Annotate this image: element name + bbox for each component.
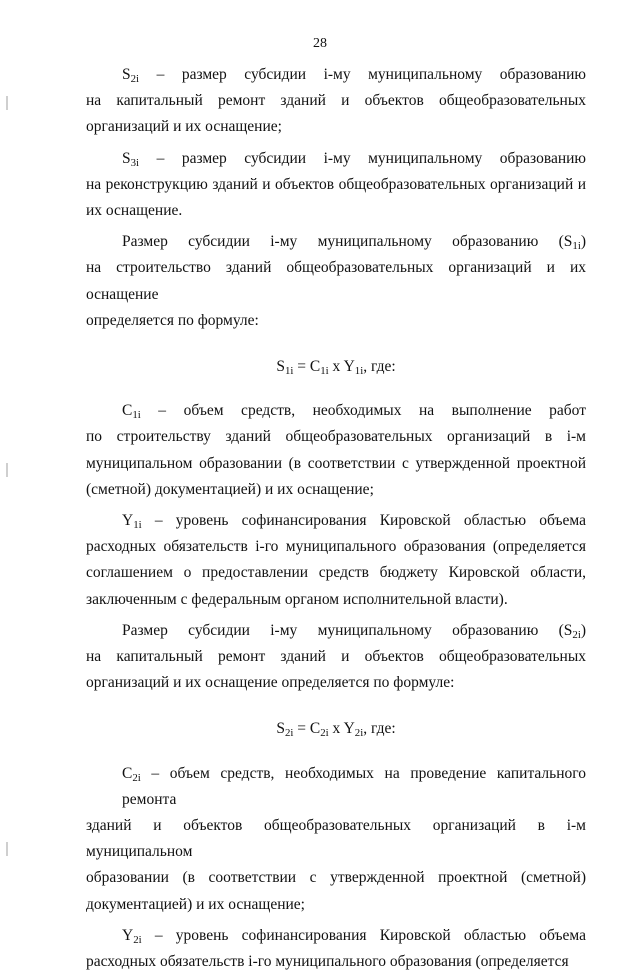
text-run: на капитальный ремонт зданий и объектов общеобразовательных	[86, 92, 586, 110]
text-run: документацией) и их оснащение;	[86, 895, 305, 913]
text-run: S	[276, 720, 285, 738]
text-run: на строительство зданий общеобразовательных организаций и их оснащение	[86, 259, 586, 303]
text-run: – объем средств, необходимых на выполнение работ	[140, 402, 586, 420]
text-line	[86, 62, 586, 88]
text-line	[86, 534, 586, 560]
paragraph	[86, 146, 586, 225]
text-line	[86, 255, 586, 307]
text-run: (сметной) документацией) и их оснащение;	[86, 480, 374, 498]
text-run: – объем средств, необходимых на проведение капитального ремонта	[122, 764, 586, 808]
text-run: – размер субсидии i-му муниципальному образованию	[139, 149, 586, 167]
margin-mark	[6, 96, 8, 110]
text-line	[86, 398, 586, 424]
text-run: Размер субсидии i-му муниципальному образованию (S	[122, 621, 573, 639]
subscript-index: 1i	[320, 365, 329, 378]
text-run: муниципальном образовании (в соответствии с утвержденной проектной	[86, 454, 586, 472]
text-run: по строительству зданий общеобразовательных организаций в i-м	[86, 428, 586, 446]
page-number: 28	[313, 36, 327, 51]
text-line	[86, 172, 586, 198]
text-run: образовании (в соответствии с утвержденной проектной (сметной)	[86, 869, 586, 887]
subscript-index: 2i	[133, 933, 142, 946]
text-line	[86, 587, 586, 613]
text-run: )	[580, 233, 586, 251]
margin-mark	[6, 842, 8, 856]
text-run: расходных обязательств i-го муниципального образования (определяется	[86, 538, 586, 556]
paragraph	[86, 229, 586, 334]
text-line	[86, 644, 586, 670]
paragraph	[86, 618, 586, 697]
text-run: организаций и их оснащение;	[86, 118, 282, 136]
text-run: – уровень софинансирования Кировской областью объема	[141, 512, 586, 530]
text-line	[86, 865, 586, 891]
subscript-index: 1i	[132, 409, 141, 422]
text-line	[86, 761, 586, 813]
text-run: заключенным с федеральным органом исполнительной власти).	[86, 590, 508, 608]
paragraph	[86, 923, 586, 975]
text-line	[86, 560, 586, 586]
text-line	[86, 451, 586, 477]
text-run: C	[122, 764, 133, 782]
text-run: x Y	[328, 358, 355, 376]
text-line	[86, 424, 586, 450]
text-line	[86, 114, 586, 140]
subscript-index: 1i	[354, 365, 364, 378]
subscript-index: 2i	[284, 727, 294, 740]
text-line	[86, 670, 586, 696]
text-line	[86, 146, 586, 172]
subscript-index: 1i	[133, 519, 142, 532]
text-run: S	[122, 149, 131, 167]
text-run: S	[276, 358, 285, 376]
text-run: Размер субсидии i-му муниципальному образованию (S	[122, 233, 573, 251]
text-run: определяется по формуле:	[86, 311, 259, 329]
text-run: , где:	[363, 720, 396, 738]
text-line	[86, 198, 586, 224]
text-run: соглашением о предоставлении средств бюджету Кировской области,	[86, 564, 586, 582]
text-run: = C	[293, 358, 321, 376]
subscript-index: 3i	[130, 156, 140, 169]
paragraph	[86, 62, 586, 141]
subscript-index: 2i	[130, 73, 140, 85]
subscript-index: 2i	[320, 727, 329, 740]
formula	[86, 716, 586, 742]
text-run: = C	[293, 720, 321, 738]
text-run: организаций и их оснащение определяется по формуле:	[86, 674, 455, 692]
document-body	[86, 62, 586, 980]
text-line	[86, 618, 586, 644]
subscript-index: 2i	[132, 771, 141, 784]
text-run: зданий и объектов общеобразовательных организаций в i-м муниципальном	[86, 817, 586, 861]
text-run: , где:	[363, 358, 396, 376]
text-run: расходных обязательств i-го муниципального образования (определяется	[86, 953, 569, 971]
text-line	[86, 88, 586, 114]
text-run: )	[580, 621, 586, 639]
text-run: Y	[122, 926, 134, 944]
text-run: на реконструкцию зданий и объектов общеобразовательных организаций и	[86, 175, 586, 193]
subscript-index: 1i	[284, 365, 294, 378]
text-run: – размер субсидии i-му муниципальному образованию	[139, 66, 586, 83]
paragraph	[86, 761, 586, 918]
paragraph	[86, 508, 586, 613]
text-line	[86, 508, 586, 534]
text-line	[86, 229, 586, 255]
text-run: их оснащение.	[86, 202, 183, 220]
text-run: на капитальный ремонт зданий и объектов общеобразовательных	[86, 648, 586, 666]
margin-mark	[6, 463, 8, 477]
subscript-index: 1i	[572, 240, 581, 253]
text-run: S	[122, 66, 131, 83]
text-line	[86, 923, 586, 949]
text-line	[86, 813, 586, 865]
text-line	[86, 308, 586, 334]
subscript-index: 2i	[354, 727, 364, 740]
text-run: – уровень софинансирования Кировской областью объема	[141, 926, 586, 944]
text-run: Y	[122, 512, 134, 530]
subscript-index: 2i	[572, 628, 581, 641]
paragraph	[86, 398, 586, 503]
formula	[86, 354, 586, 380]
text-line	[86, 949, 586, 975]
text-run: x Y	[328, 720, 355, 738]
text-line	[86, 477, 586, 503]
text-run: C	[122, 402, 133, 420]
